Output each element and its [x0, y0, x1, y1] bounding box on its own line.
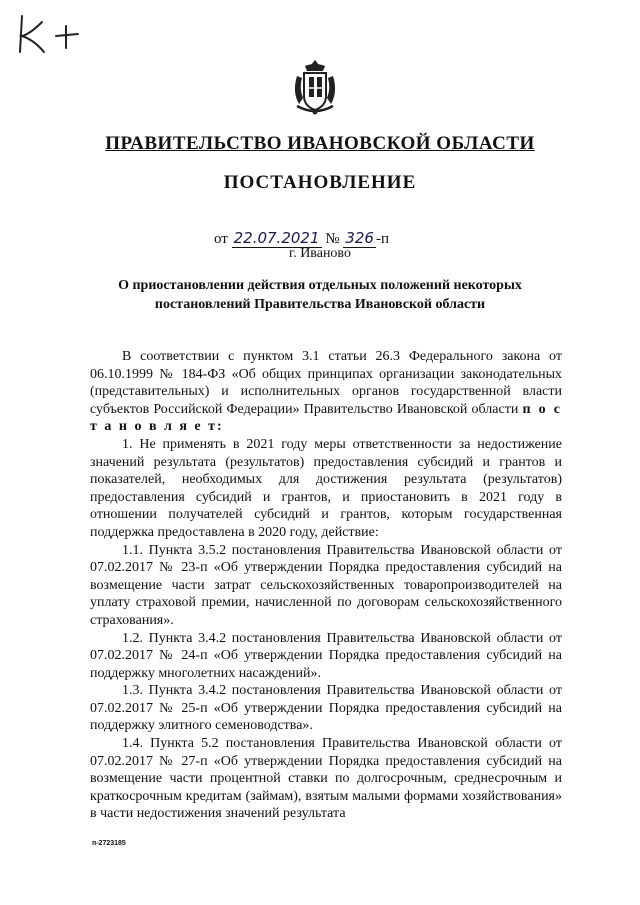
document-subject: О приостановлении действия отдельных положений некоторых постановлений Правительства Ивановской области — [118, 278, 522, 312]
city: г. Иваново — [289, 246, 351, 261]
paragraph-item-1-3: 1.3. Пункта 3.4.2 постановления Правительства Ивановской области от 07.02.2017 № 25-п «Об утверждении Порядка предоставления субсидий на поддержку элитного семеноводства». — [90, 683, 562, 734]
paragraph-item-1-1: 1.1. Пункта 3.5.2 постановления Правительства Ивановской области от 07.02.2017 № 23-п «Об утверждении Порядка предоставления субсидий на возмещение части затрат сельскохозяйственных товаропроизводителей на уплату страховой премии, начисленной по договорам сельскохозяйственного страхования». — [90, 542, 562, 628]
paragraph-item-1-2: 1.2. Пункта 3.4.2 постановления Правительства Ивановской области от 07.02.2017 № 24-п «Об утверждении Порядка предоставления субсидий на поддержку многолетних насаждений». — [90, 630, 562, 681]
coat-of-arms-icon — [289, 58, 341, 116]
handwritten-date: 22.07.2021 — [233, 229, 320, 247]
paragraph-item-1-4: 1.4. Пункта 5.2 постановления Правительства Ивановской области от 07.02.2017 № 27-п «Об утверждении Порядка предоставления субсидий на возмещение части процентной ставки по долгосрочным, среднесрочным и краткосрочным кредитам (займам), взятым малыми формами хозяйствования» в части недостижения значений результата — [90, 736, 562, 822]
government-heading: ПРАВИТЕЛЬСТВО ИВАНОВСКОЙ ОБЛАСТИ — [105, 133, 535, 154]
date-prefix: от — [214, 231, 228, 247]
document-type-heading: ПОСТАНОВЛЕНИЕ — [223, 172, 417, 193]
number-sign: № — [325, 231, 340, 247]
resolves-word: п о с т а н о в л я е т: — [90, 401, 563, 435]
handwritten-number: 326 — [345, 229, 374, 247]
handwritten-note — [12, 8, 102, 58]
preamble-text: В соответствии с пунктом 3.1 статьи 26.3 Федерального закона от 06.10.1999 № 184-ФЗ «Об общих принципах организации законодательных (представительных) и исполнительных органов государственной власти субъектов Российской Федерации» Правительство Ивановской области — [90, 349, 562, 417]
document-code: п-2723185 — [92, 840, 126, 847]
document-body — [90, 348, 562, 823]
preamble-paragraph — [90, 348, 562, 436]
paragraph-item-1: 1. Не применять в 2021 году меры ответственности за недостижение значений результата (результатов) предоставления субсидий и грантов и показателей, необходимых для достижения результата (результатов) предоставления субсидий и грантов, и приостановить в 2021 году в отношении получателей субсидий и грантов, которым государственная поддержка предоставлена в 2020 году, действие: — [90, 436, 562, 540]
number-suffix: -п — [375, 231, 389, 247]
